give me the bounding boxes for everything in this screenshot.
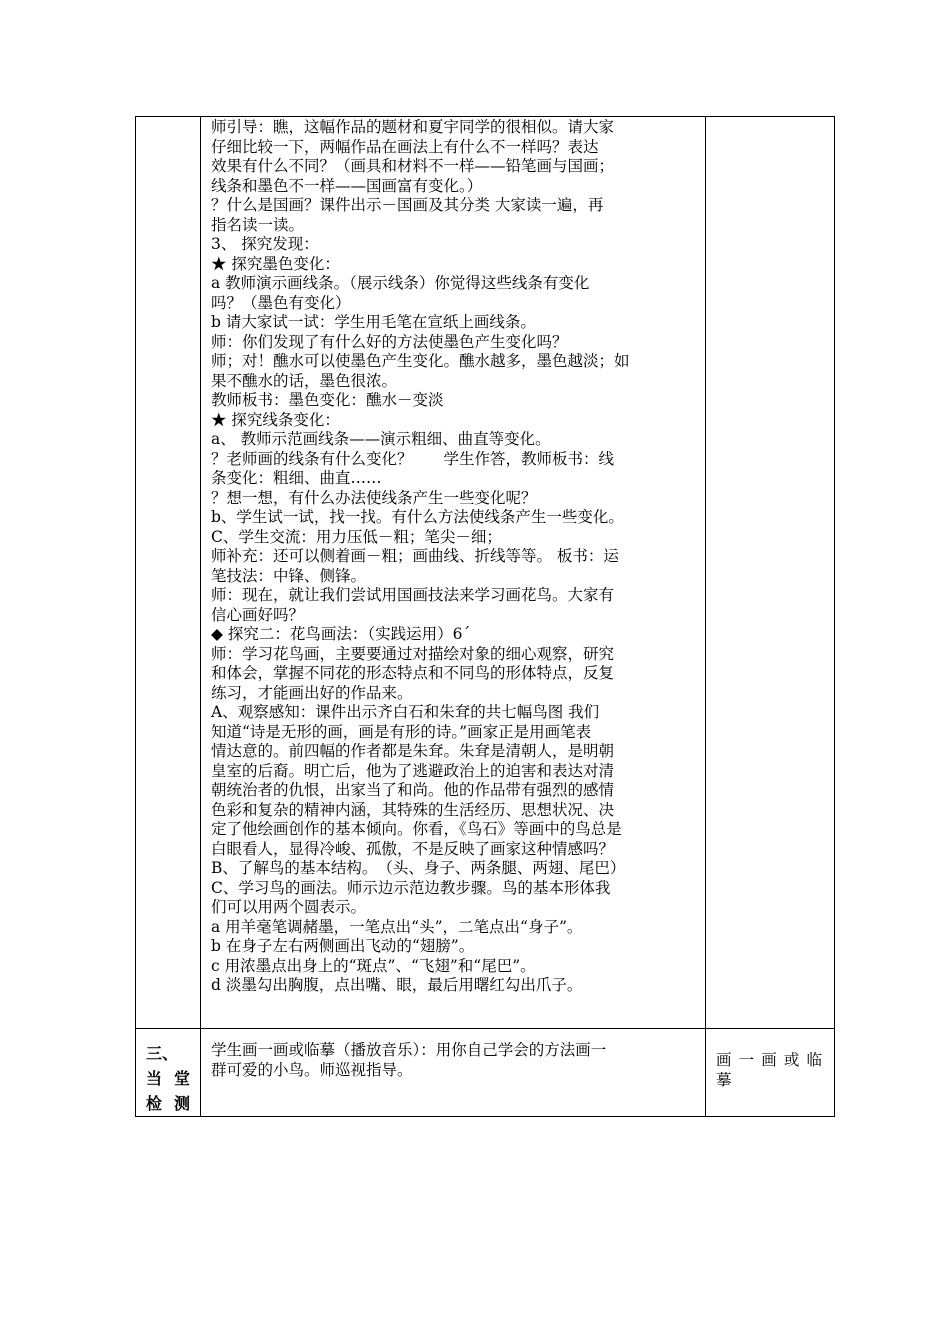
text-line: 师：你们发现了有什么好的方法使墨色产生变化吗？ [211, 332, 568, 351]
text-line: 师；对！醮水可以使墨色产生变化。醮水越多，墨色越淡；如 [211, 352, 630, 370]
text-line: 们可以用两个圆表示。 [211, 898, 367, 916]
text-line: 群可爱的小鸟。师巡视指导。 [211, 1060, 413, 1079]
text-line: C、学习鸟的画法。师示边示范边教步骤。鸟的基本形体我 [211, 878, 611, 897]
section-number: 三、 [146, 1044, 179, 1063]
text-line: A、观察感知：课件出示齐白石和朱耷的共七幅鸟图 我们 [211, 703, 600, 721]
text-line: C、学生交流：用力压低－粗；笔尖－细； [211, 527, 502, 546]
text-line: B、了解鸟的基本结构。 （头、身子、两条腿、两翅、尾巴） [211, 859, 626, 877]
text-line: a、 教师示范画线条——演示粗细、曲直等变化。 [211, 430, 551, 448]
text-line: 知道“诗是无形的画，画是有形的诗。”画家正是用画笔表 [211, 722, 592, 741]
note-char: 画 [761, 1051, 777, 1069]
text-line: 练习，才能画出好的作品来。 [211, 683, 413, 702]
text-line: 师：现在，就让我们尝试用国画技法来学习画花鸟。大家有 [211, 586, 615, 604]
text-line: 果不醮水的话，墨色很浓。 [211, 371, 398, 390]
section-title-char: 检 [146, 1094, 163, 1113]
section-title-char: 当 [146, 1069, 163, 1088]
note-char: 临 [806, 1051, 822, 1069]
note-line1 [716, 1051, 822, 1071]
activity-text [201, 117, 705, 996]
text-line: 色彩和复杂的精神内涵，其特殊的生活经历、思想状况、决 [211, 800, 615, 819]
section-title-line1 [146, 1066, 190, 1091]
table-row [136, 117, 835, 1029]
note-line2: 摹 [716, 1070, 732, 1089]
text-line: 吗？（墨色有变化） [211, 293, 351, 312]
text-line: 指名读一读。 [211, 215, 305, 234]
text-line: b 请大家试一试：学生用毛笔在宣纸上画线条。 [211, 313, 536, 331]
text-line: b、学生试一试，找一找。有什么方法使线条产生一些变化。 [211, 508, 624, 526]
text-line: 效果有什么不同？（画具和材料不一样——铅笔画与国画； [211, 157, 615, 175]
text-line: a 用羊毫笔调赭墨，一笔点出“头”，二笔点出“身子”。 [211, 917, 583, 936]
text-line: 学生画一画或临摹（播放音乐）：用你自己学会的方法画一 [211, 1041, 607, 1059]
text-line: 白眼看人，显得冷峻、孤傲，不是反映了画家这种情感吗？ [211, 839, 615, 858]
note-char: 一 [738, 1051, 755, 1069]
text-line: 定了他绘画创作的基本倾向。你看，《鸟石》等画中的鸟总是 [211, 820, 622, 838]
text-line: c 用浓墨点出身上的“斑点”、“飞翅”和“尾巴”。 [211, 956, 536, 975]
section-title-char: 堂 [173, 1069, 190, 1088]
text-line: 情达意的。前四幅的作者都是朱耷。朱耷是清朝人，是明朝 [211, 742, 615, 760]
notes-cell [706, 1029, 835, 1117]
text-line: ？老师画的线条有什么变化？ 学生作答，教师板书：线 [211, 449, 615, 468]
section-label [136, 1029, 200, 1116]
text-line: a 教师演示画线条。（展示线条）你觉得这些线条有变化 [211, 274, 590, 292]
text-line: 师：学习花鸟画，主要要通过对描绘对象的细心观察，研究 [211, 644, 615, 663]
text-line: 3、 探究发现： [211, 235, 319, 253]
table-row [136, 1029, 835, 1117]
section-label-cell [136, 1029, 201, 1117]
text-line: ★ 探究线条变化： [211, 410, 340, 429]
text-line: b 在身子左右两侧画出飞动的“翅膀”。 [211, 937, 475, 955]
section-title-char: 测 [173, 1094, 190, 1113]
text-line: 皇室的后裔。明亡后，他为了逃避政治上的迫害和表达对清 [211, 761, 615, 780]
text-line: ？想一想，有什么办法使线条产生一些变化呢？ [211, 488, 537, 507]
text-line: 师补充：还可以侧着画－粗；画曲线、折线等等。 板书：运 [211, 547, 619, 565]
text-line: 信心画好吗？ [211, 605, 305, 624]
activity-content-cell [201, 1029, 706, 1117]
text-line: ？什么是国画？课件出示－国画及其分类 大家读一遍，再 [211, 196, 604, 214]
text-line: 条变化：粗细、曲直…… [211, 469, 382, 487]
note-char: 画 [716, 1051, 732, 1069]
text-line: 朝统治者的仇恨，出家当了和尚。他的作品带有强烈的感情 [211, 781, 615, 799]
student-activity-note [706, 1029, 834, 1090]
section-label-cell [136, 117, 201, 1029]
text-line: 教师板书：墨色变化：醮水－变淡 [211, 391, 444, 409]
text-line: ◆ 探究二：花鸟画法：（实践运用）6´ [211, 625, 471, 643]
text-line: d 淡墨勾出胸腹，点出嘴、眼，最后用曙红勾出爪子。 [211, 976, 583, 994]
note-char: 或 [783, 1051, 800, 1069]
section-title-line2 [146, 1091, 190, 1116]
text-line: 师引导：瞧，这幅作品的题材和夏宇同学的很相似。请大家 [211, 118, 615, 136]
text-line: 线条和墨色不一样——国画富有变化。） [211, 176, 483, 195]
text-line: ★ 探究墨色变化： [211, 254, 340, 273]
text-line: 仔细比较一下，两幅作品在画法上有什么不一样吗？表达 [211, 137, 599, 156]
lesson-plan-table [135, 116, 835, 1117]
text-line: 笔技法：中锋、侧锋。 [211, 566, 367, 585]
text-line: 和体会，掌握不同花的形态特点和不同鸟的形体特点，反复 [211, 664, 615, 682]
activity-text [201, 1029, 705, 1080]
activity-content-cell [201, 117, 706, 1029]
notes-cell [706, 117, 835, 1029]
